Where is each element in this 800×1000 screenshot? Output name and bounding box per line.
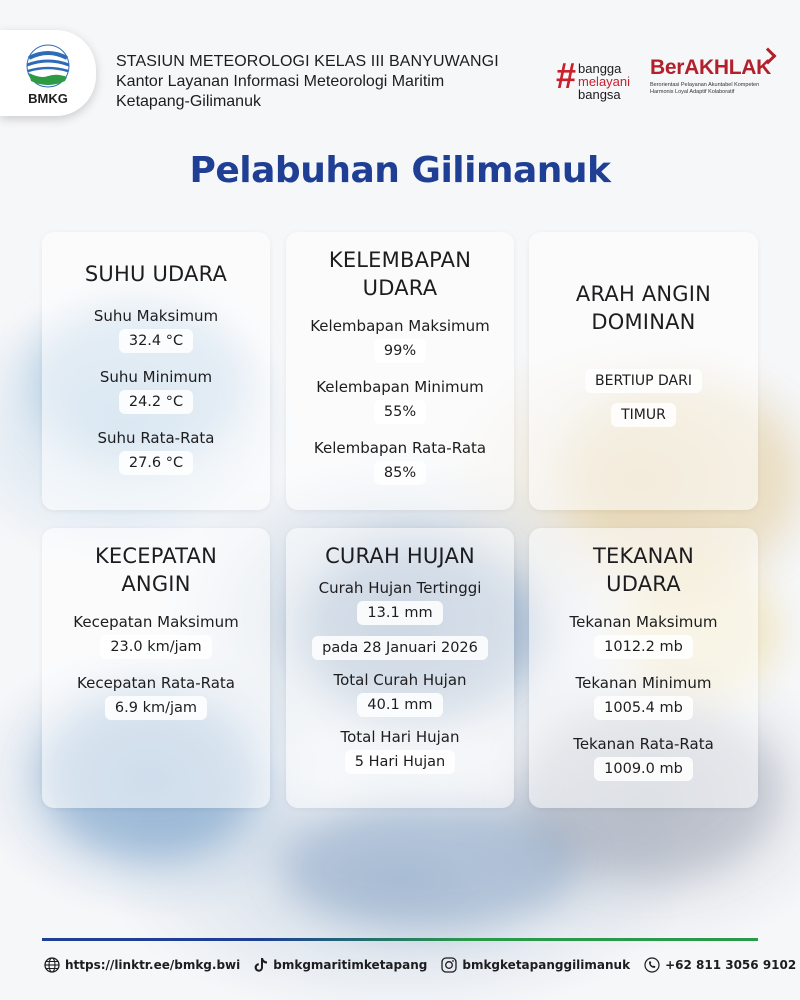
stat-label: Tekanan Minimum — [575, 674, 712, 692]
card-heading-line-2: ANGIN — [121, 572, 191, 596]
stat-label: Suhu Maksimum — [93, 307, 219, 325]
stat-value: 55% — [374, 400, 426, 424]
stat-item — [576, 673, 712, 720]
stat-value: 99% — [374, 339, 426, 363]
bangga-word-1: bangga — [578, 61, 622, 76]
card-heading: CURAH HUJAN — [325, 544, 475, 568]
stat-item — [333, 670, 466, 717]
stat-item — [100, 367, 212, 414]
card-kelembapan-udara — [286, 232, 514, 510]
stat-value: 1005.4 mb — [594, 696, 693, 720]
berakhlak-title: BerAKHLAK — [650, 56, 771, 79]
stat-value: 1012.2 mb — [594, 635, 693, 659]
station-info — [116, 52, 536, 112]
card-heading-line-1: ARAH ANGIN — [575, 282, 712, 306]
stat-label: Total Hari Hujan — [340, 728, 460, 746]
card-kecepatan-angin — [42, 528, 270, 808]
stat-item — [310, 316, 490, 363]
card-heading-line-1: TEKANAN — [592, 544, 695, 568]
bangga-melayani-bangsa-logo — [556, 55, 640, 102]
stat-value: 13.1 mm — [357, 601, 442, 625]
berakhlak-logo — [650, 56, 780, 100]
footer-tiktok[interactable] — [254, 957, 427, 973]
card-heading — [593, 542, 694, 598]
stat-label: Tekanan Maksimum — [569, 613, 718, 631]
stat-item — [314, 438, 486, 485]
stat-item — [573, 734, 714, 781]
card-heading — [576, 280, 711, 336]
footer-contacts — [44, 954, 797, 976]
stat-item — [319, 578, 482, 625]
footer-divider — [42, 938, 758, 941]
card-heading — [95, 542, 217, 598]
stat-item — [316, 377, 484, 424]
stat-label: Total Curah Hujan — [333, 671, 467, 689]
bangga-word-2: melayani — [578, 74, 631, 89]
stat-value: 85% — [374, 461, 426, 485]
footer-instagram-text: bmkgketapanggilimanuk — [462, 958, 631, 972]
card-heading-line-2: DOMINAN — [591, 310, 696, 334]
station-location: Ketapang-Gilimanuk — [116, 93, 261, 110]
stat-label: Kecepatan Maksimum — [73, 613, 239, 631]
stat-value: 6.9 km/jam — [105, 696, 207, 720]
stat-label: Kelembapan Rata-Rata — [313, 439, 487, 457]
card-arah-angin-dominan — [529, 232, 758, 510]
card-heading — [329, 246, 471, 302]
stat-label: Kelembapan Minimum — [316, 378, 484, 396]
logo-label: BMKG — [28, 90, 68, 106]
bmkg-emblem-icon — [21, 43, 75, 89]
stat-item — [98, 428, 215, 475]
bangga-word-3: bangsa — [578, 87, 621, 102]
card-heading-line-1: KELEMBAPAN — [328, 248, 472, 272]
stat-value: 27.6 °C — [119, 451, 193, 475]
bmkg-logo — [0, 30, 96, 116]
station-office: Kantor Layanan Informasi Meteorologi Maritim — [116, 73, 445, 90]
stat-value: 40.1 mm — [357, 693, 442, 717]
stat-item — [94, 306, 218, 353]
wind-direction-value: TIMUR — [611, 403, 676, 427]
wind-direction-prefix: BERTIUP DARI — [585, 369, 702, 393]
tiktok-icon — [254, 957, 268, 973]
stat-value: 1009.0 mb — [594, 757, 693, 781]
footer-link[interactable] — [44, 957, 240, 973]
stat-label: Tekanan Rata-Rata — [573, 735, 714, 753]
stat-label: Curah Hujan Tertinggi — [318, 579, 482, 597]
footer-phone-text: +62 811 3056 9102 — [665, 958, 797, 972]
hashtag-symbol: # — [556, 55, 577, 96]
footer-tiktok-text: bmkgmaritimketapang — [273, 958, 428, 972]
footer-instagram[interactable] — [441, 957, 630, 973]
footer-phone[interactable] — [644, 957, 796, 973]
page-title: Pelabuhan Gilimanuk — [189, 150, 611, 191]
stat-item — [340, 727, 459, 774]
card-heading: SUHU UDARA — [84, 262, 228, 286]
stat-item — [77, 673, 235, 720]
stat-label: Suhu Minimum — [99, 368, 213, 386]
stat-label: Kelembapan Maksimum — [310, 317, 490, 335]
stat-label: Kecepatan Rata-Rata — [77, 674, 235, 692]
card-curah-hujan — [286, 528, 514, 808]
stat-value: 32.4 °C — [119, 329, 193, 353]
card-heading-line-2: UDARA — [362, 276, 438, 300]
card-suhu-udara — [42, 232, 270, 510]
globe-icon — [44, 957, 60, 973]
stat-item — [73, 612, 238, 659]
card-heading-line-2: UDARA — [606, 572, 681, 596]
instagram-icon — [441, 957, 457, 973]
berakhlak-subtitle: Berorientasi Pelayanan Akuntabel Kompeten Harmonis Loyal Adaptif Kolaboratif — [650, 82, 760, 95]
stat-value: 23.0 km/jam — [100, 635, 211, 659]
stat-label: Suhu Rata-Rata — [97, 429, 215, 447]
station-name: STASIUN METEOROLOGI KELAS III BANYUWANGI — [116, 53, 499, 70]
stat-value: 5 Hari Hujan — [345, 750, 455, 774]
card-tekanan-udara — [529, 528, 758, 808]
rain-date-note: pada 28 Januari 2026 — [312, 636, 488, 660]
card-heading-line-1: KECEPATAN — [94, 544, 218, 568]
stat-item — [570, 612, 718, 659]
phone-icon — [644, 957, 660, 973]
stat-value: 24.2 °C — [119, 390, 193, 414]
footer-link-text: https://linktr.ee/bmkg.bwi — [65, 958, 241, 972]
